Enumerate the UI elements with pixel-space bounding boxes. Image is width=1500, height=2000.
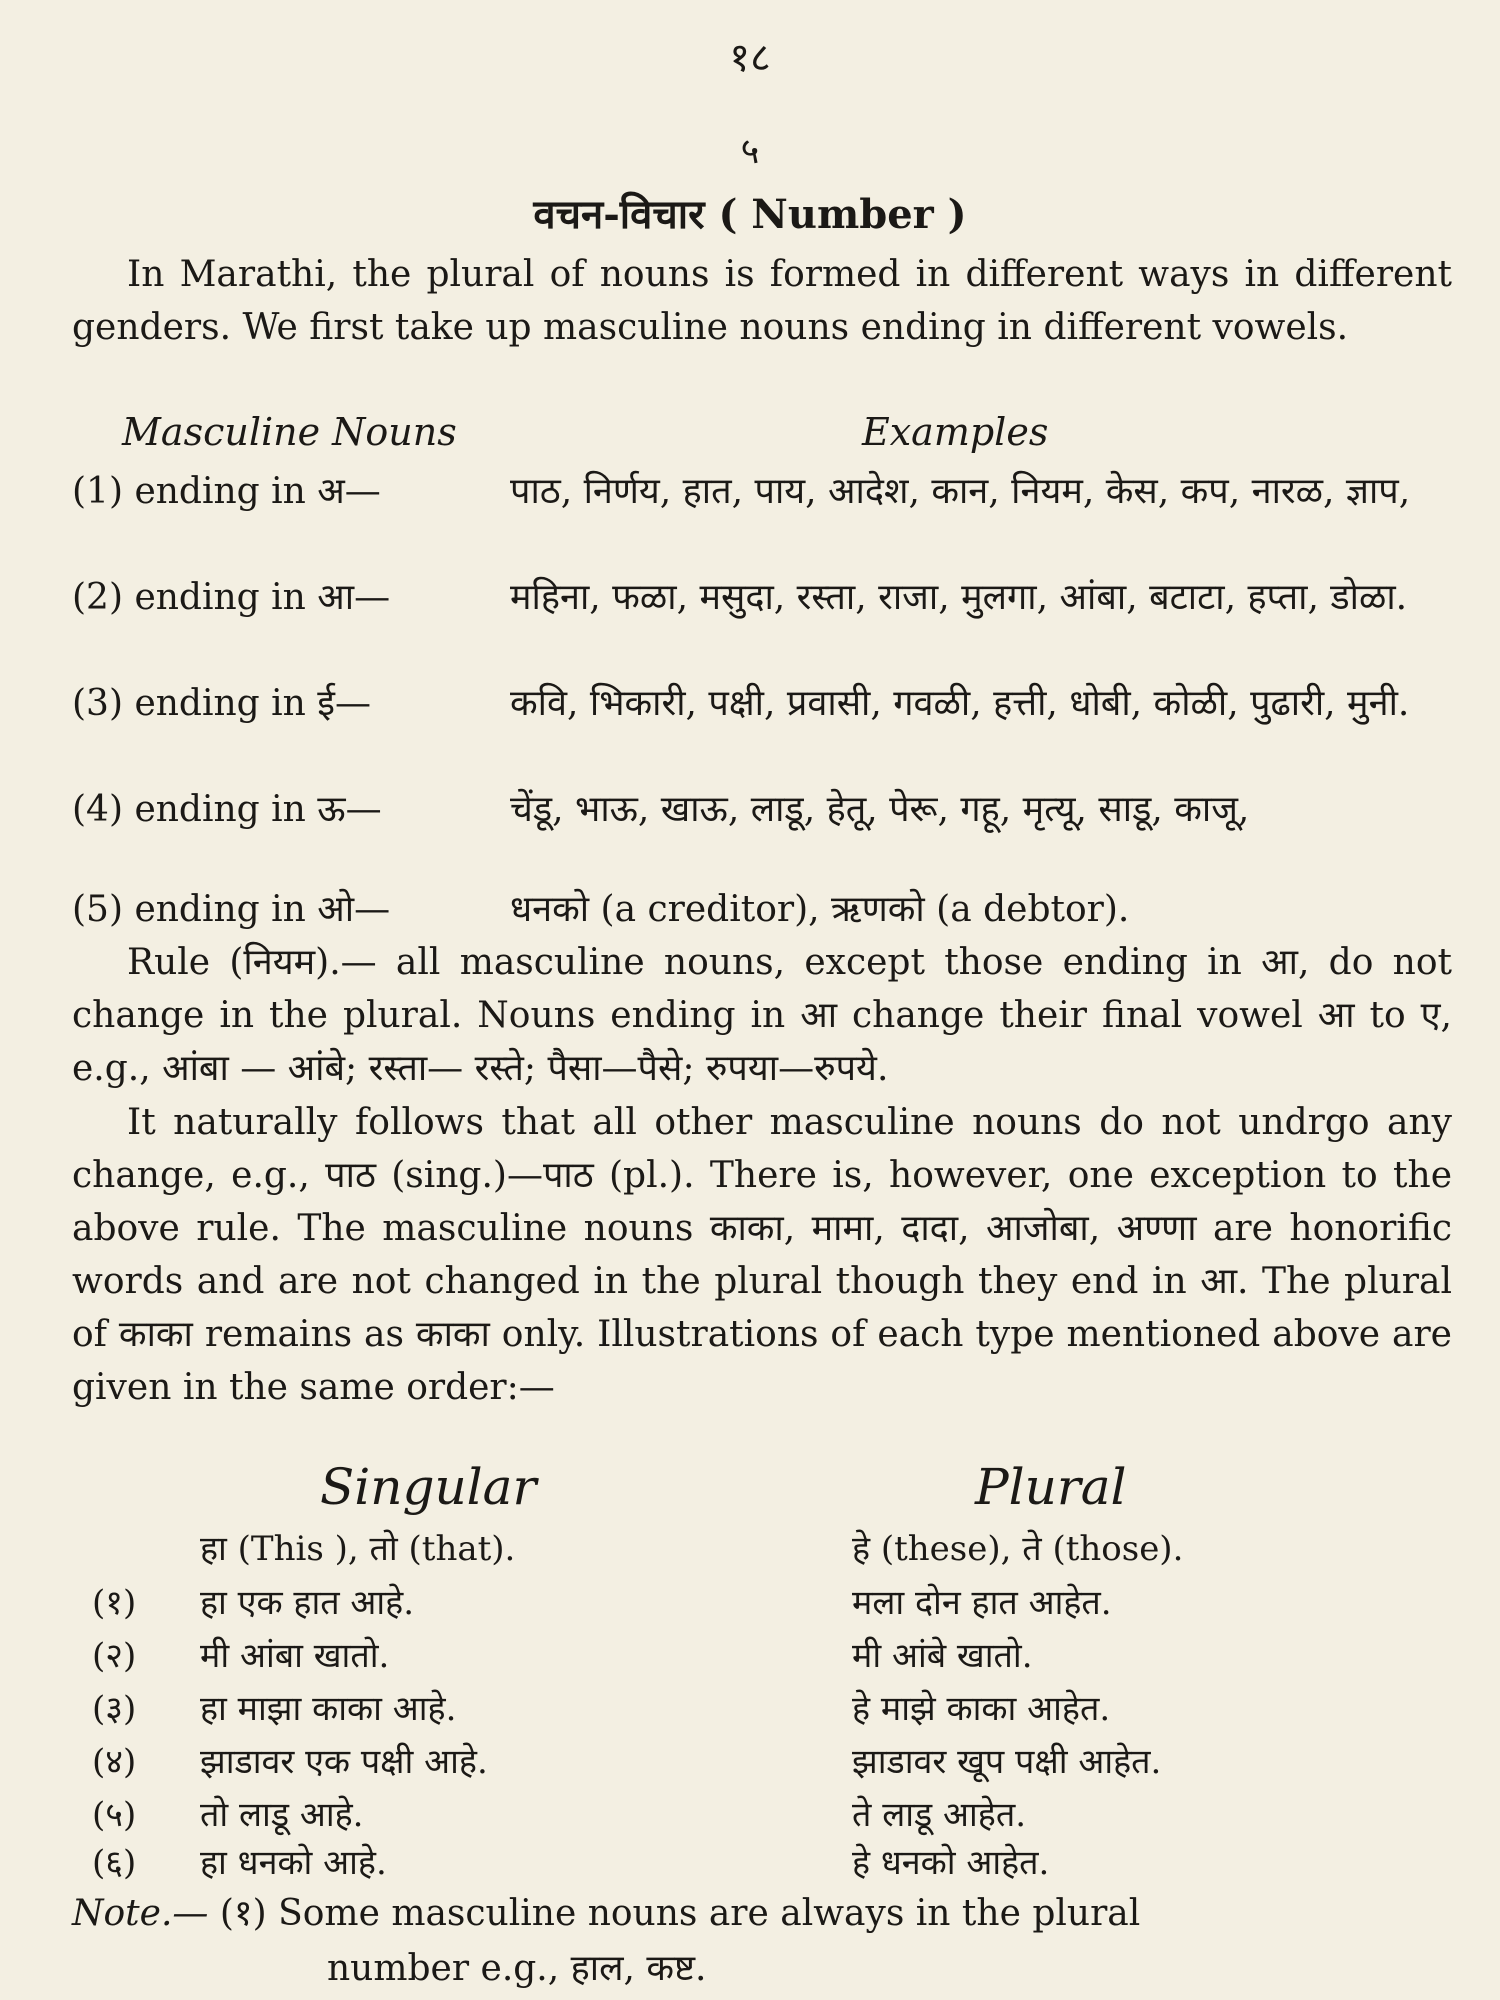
singular-sentence: हा धनको आहे. [200,1843,387,1883]
singular-sentence: तो लाडू आहे. [200,1795,364,1835]
note-line-1: (१) Some masculine nouns are always in the plural [219,1893,1141,1934]
ending-label: (3) ending in ई— [72,683,371,724]
plural-sentence: झाडावर खूप पक्षी आहेत. [852,1742,1162,1782]
ending-examples: कवि, भिकारी, पक्षी, प्रवासी, गवळी, हत्ती, धोबी, कोळी, पुढारी, मुनी. [510,683,1410,724]
ending-label: (2) ending in आ— [72,577,391,618]
ending-row [72,678,1462,730]
sentence-number: (५) [92,1795,137,1835]
chapter-number: ५ [740,131,760,172]
singular-sentence: हा माझा काका आहे. [200,1689,457,1729]
ending-row [72,572,1462,624]
pronoun-row [92,1524,1472,1574]
plural-sentence: ते लाडू आहेत. [852,1795,1027,1835]
ending-examples: चेंडू, भाऊ, खाऊ, लाडू, हेतू, पेरू, गहू, मृत्यू, साडू, काजू, [510,789,1250,830]
sentence-number: (६) [92,1843,137,1883]
page-number: १८ [729,35,771,81]
ending-label: (1) ending in अ— [72,471,381,512]
singular-column-heading: Singular [320,1458,537,1516]
ending-row [72,466,1462,518]
singular-sentence: झाडावर एक पक्षी आहे. [200,1742,488,1782]
masculine-nouns-heading: Masculine Nouns [122,410,457,454]
sentence-number: (२) [92,1636,137,1676]
exception-paragraph: It naturally follows that all other masculine nouns do not undrgo any change, e.g., पाठ (sing.)—पाठ (pl.). There is, however, one exception to the above rule. The masculine nouns काका, मामा, दादा, आजोबा, अण्णा are honorific words and are not changed in the plural though they end in आ. The plural of काका remains as काका only. Illustrations of each type mentioned above are given in the same order:— [72,1102,1452,1408]
plural-sentence: मला दोन हात आहेत. [852,1583,1112,1623]
rule-paragraph: Rule (नियम).— all masculine nouns, except those ending in आ, do not change in the plural. Nouns ending in आ change their final vowel आ to ए, e.g., आंबा — आंबे; रस्ता— रस्ते; पैसा—पैसे; रुपया—रुपये. [72,942,1452,1089]
sentence-number: (१) [92,1583,137,1623]
sentence-number: (३) [92,1689,137,1729]
noun-table-header [72,410,1452,465]
example-sentence-row [92,1684,1472,1734]
singular-sentence: हा एक हात आहे. [200,1583,415,1623]
singular-pronouns: हा (This ), तो (that). [200,1529,516,1569]
page-title: वचन-विचार ( Number ) [533,191,967,238]
example-sentence-row [92,1578,1472,1628]
note [72,1886,1452,1996]
ending-row [72,784,1462,836]
singular-sentence: मी आंबा खातो. [200,1636,390,1676]
example-sentence-row [92,1790,1472,1840]
example-sentence-row [92,1631,1472,1681]
plural-sentence: मी आंबे खातो. [852,1636,1033,1676]
examples-heading: Examples [862,410,1049,454]
note-line-2: number e.g., हाल, कष्ट. [327,1948,707,1989]
example-sentence-row [92,1737,1472,1787]
plural-sentence: हे माझे काका आहेत. [852,1689,1111,1729]
plural-sentence: हे धनको आहेत. [852,1843,1050,1883]
plural-column-heading: Plural [975,1458,1127,1516]
ending-examples: धनको (a creditor), ऋणको (a debtor). [510,889,1130,930]
example-sentence-row [92,1838,1472,1888]
ending-label: (5) ending in ओ— [72,889,391,930]
ending-row [72,884,1462,936]
sentence-number: (४) [92,1742,137,1782]
ending-label: (4) ending in ऊ— [72,789,382,830]
plural-pronouns: हे (these), ते (those). [852,1529,1184,1569]
ending-examples: पाठ, निर्णय, हात, पाय, आदेश, कान, नियम, केस, कप, नारळ, ज्ञाप, [510,471,1411,512]
intro-paragraph: In Marathi, the plural of nouns is formed in different ways in different genders. We first take up masculine nouns ending in different vowels. [72,254,1452,348]
note-label: Note.— [72,1893,209,1934]
ending-examples: महिना, फळा, मसुदा, रस्ता, राजा, मुलगा, आंबा, बटाटा, हप्ता, डोळा. [510,577,1408,618]
